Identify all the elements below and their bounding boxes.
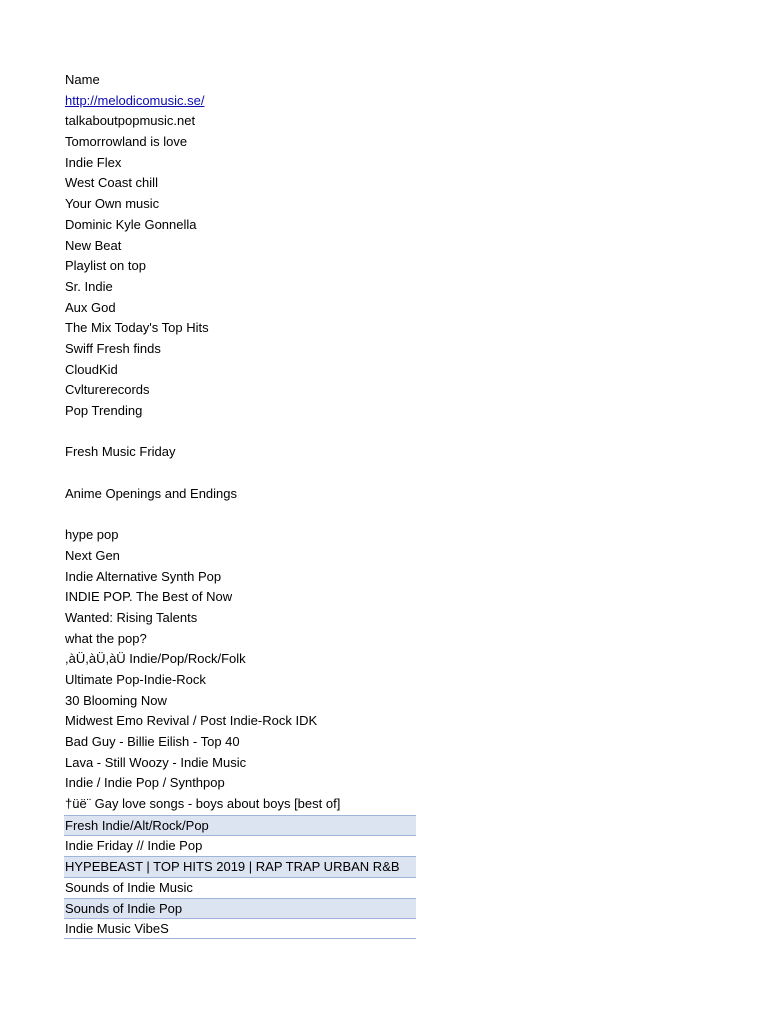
list-item: Swiff Fresh finds <box>65 340 161 356</box>
list-item: Midwest Emo Revival / Post Indie-Rock IDK <box>65 713 318 729</box>
list-item: Fresh Music Friday <box>65 444 176 460</box>
list-item: Cvlturerecords <box>65 382 150 398</box>
list-item: Ultimate Pop-Indie-Rock <box>65 671 206 687</box>
list-item: Indie Alternative Synth Pop <box>65 568 222 584</box>
list-item: CloudKid <box>65 361 118 377</box>
table-row: Sounds of Indie Pop <box>64 898 416 919</box>
list-item: talkaboutpopmusic.net <box>65 113 196 129</box>
list-item: hype pop <box>65 527 119 543</box>
list-item: INDIE POP. The Best of Now <box>65 589 233 605</box>
list-item: West Coast chill <box>65 175 158 191</box>
table-row: Sounds of Indie Music <box>64 877 416 898</box>
list-item: New Beat <box>65 237 122 253</box>
blank-row <box>64 422 416 443</box>
list-item: Wanted: Rising Talents <box>65 609 198 625</box>
table-row: Indie Friday // Indie Pop <box>64 835 416 856</box>
list-item: The Mix Today's Top Hits <box>65 320 209 336</box>
table-row: Indie Music VibeS <box>64 918 416 939</box>
list-item: Anime Openings and Endings <box>65 485 238 501</box>
list-item: Pop Trending <box>65 403 143 418</box>
spreadsheet-column <box>64 70 416 939</box>
list-item: 30 Blooming Now <box>65 692 167 708</box>
list-item: Lava - Still Woozy - Indie Music <box>65 754 247 770</box>
column-header: Name <box>65 72 100 87</box>
list-item: Playlist on top <box>65 258 146 274</box>
list-item: †üë¨ Gay love songs - boys about boys [best of] <box>65 796 341 812</box>
list-item: Indie / Indie Pop / Synthpop <box>65 775 225 791</box>
table-row: Fresh Indie/Alt/Rock/Pop <box>64 815 416 836</box>
link-row <box>64 91 416 112</box>
table-row: HYPEBEAST | TOP HITS 2019 | RAP TRAP URBAN R&B <box>64 856 416 877</box>
list-item: ,àÜ,àÜ,àÜ Indie/Pop/Rock/Folk <box>65 651 246 667</box>
melodicomusic-link[interactable]: http://melodicomusic.se/ <box>65 92 205 108</box>
blank-row <box>64 504 416 525</box>
list-item: Sr. Indie <box>65 278 113 294</box>
list-item: Tomorrowland is love <box>65 134 188 150</box>
list-item: Indie Flex <box>65 154 122 170</box>
list-item: Your Own music <box>65 196 160 212</box>
list-item: what the pop? <box>65 630 147 646</box>
list-item: Next Gen <box>65 547 120 563</box>
list-item: Bad Guy - Billie Eilish - Top 40 <box>65 734 240 749</box>
list-item: Dominic Kyle Gonnella <box>65 216 197 232</box>
list-item: Aux God <box>65 299 116 315</box>
blank-row <box>64 463 416 484</box>
